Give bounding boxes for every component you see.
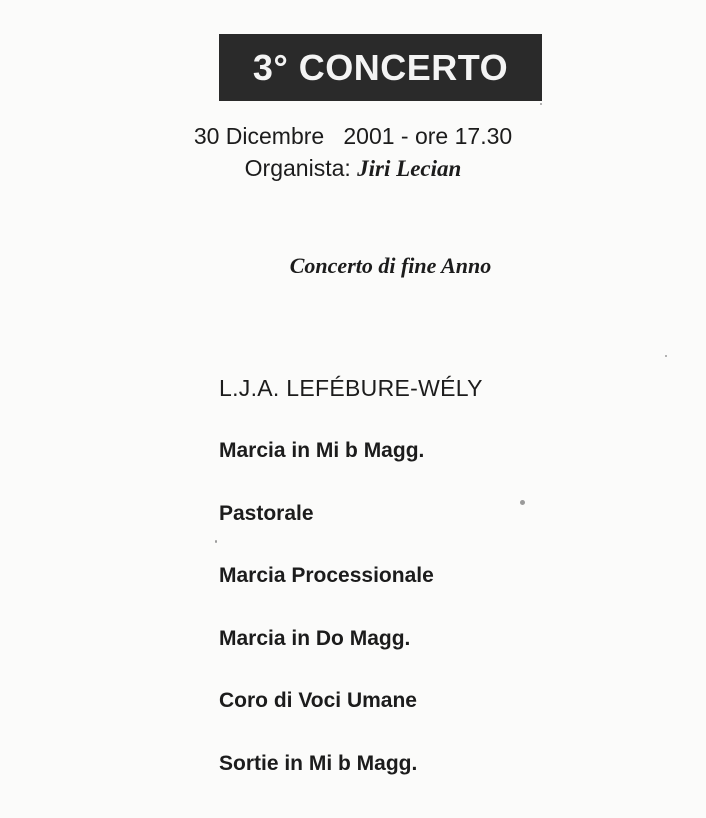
concert-title-banner bbox=[219, 34, 542, 101]
program-piece-5: Coro di Voci Umane bbox=[219, 689, 417, 712]
concert-title: 3° CONCERTO bbox=[252, 46, 509, 88]
scan-speck bbox=[215, 540, 217, 543]
organist-label: Organista: bbox=[244, 155, 351, 181]
scan-speck bbox=[540, 103, 542, 105]
program-piece-4: Marcia in Do Magg. bbox=[219, 627, 411, 650]
program-piece-6: Sortie in Mi b Magg. bbox=[219, 752, 418, 775]
scan-speck bbox=[665, 355, 667, 357]
date-time-line: 30 Dicembre 2001 - ore 17.30 bbox=[193, 123, 513, 149]
concert-subtitle: Concerto di fine Anno bbox=[289, 253, 492, 278]
scan-speck bbox=[520, 500, 525, 505]
program-piece-3: Marcia Processionale bbox=[219, 564, 434, 587]
program-piece-1: Marcia in Mi b Magg. bbox=[219, 439, 425, 462]
organist-line bbox=[0, 154, 706, 183]
program-piece-2: Pastorale bbox=[219, 502, 314, 525]
organist-name: Jiri Lecian bbox=[357, 156, 462, 181]
composer-name: L.J.A. LEFÉBURE-WÉLY bbox=[219, 375, 483, 401]
